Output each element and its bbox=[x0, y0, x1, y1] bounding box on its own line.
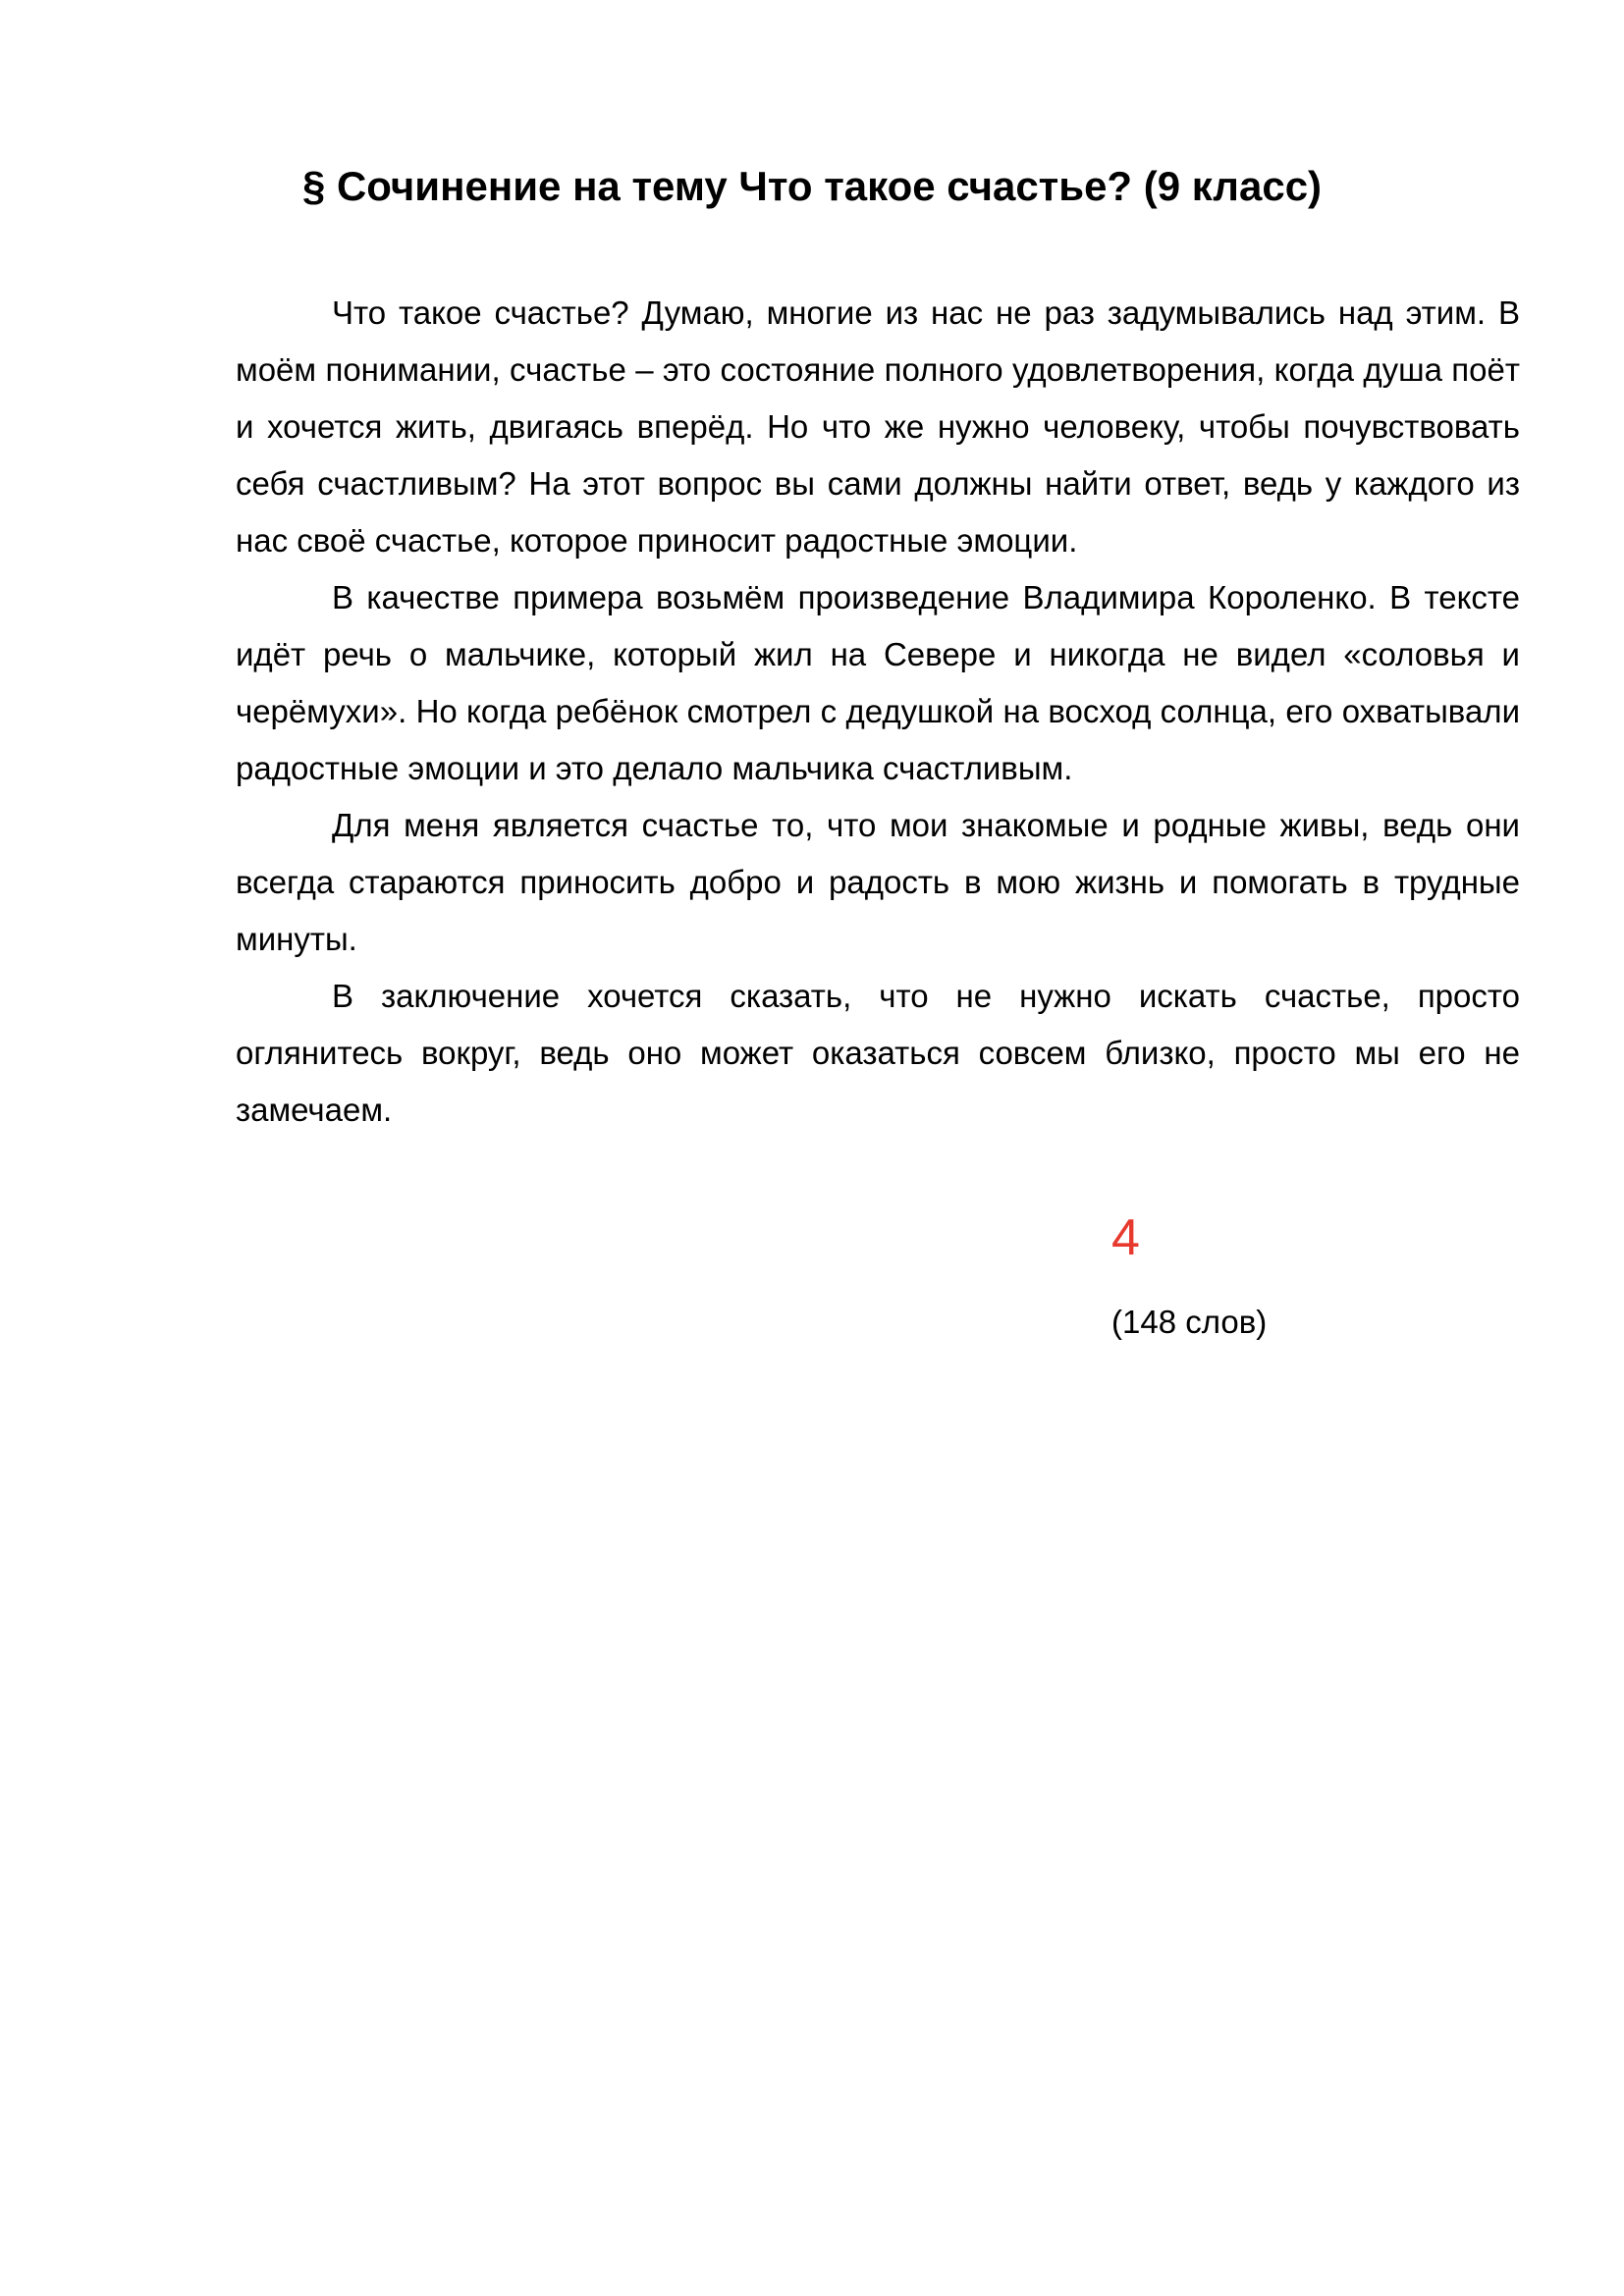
essay-paragraph-4: В заключение хочется сказать, что не нужно искать счастье, просто оглянитесь вокруг, ведь оно может оказаться совсем близко, просто мы его не замечаем. bbox=[236, 978, 1520, 1128]
essay-paragraph-3: Для меня является счастье то, что мои знакомые и родные живы, ведь они всегда стараются приносить добро и радость в мою жизнь и помогать в трудные минуты. bbox=[236, 807, 1520, 957]
essay-paragraph-1: Что такое счастье? Думаю, многие из нас не раз задумывались над этим. В моём понимании, счастье – это состояние полного удовлетворения, когда душа поёт и хочется жить, двигаясь вперёд. Но что же нужно человеку, чтобы почувствовать себя счастливым? На этот вопрос вы сами должны найти ответ, ведь у каждого из нас своё счастье, которое приносит радостные эмоции. bbox=[236, 294, 1520, 559]
word-count: (148 слов) bbox=[1111, 1304, 1268, 1340]
grade-mark: 4 bbox=[1111, 1209, 1140, 1266]
essay-body bbox=[236, 285, 1520, 1139]
page-title: § Сочинение на тему Что такое счастье? (9 класс) bbox=[301, 163, 1323, 209]
essay-paragraph-2: В качестве примера возьмём произведение Владимира Короленко. В тексте идёт речь о мальчике, который жил на Севере и никогда не видел «соловья и черёмухи». Но когда ребёнок смотрел с дедушкой на восход солнца, его охватывали радостные эмоции и это делало мальчика счастливым. bbox=[236, 579, 1520, 786]
